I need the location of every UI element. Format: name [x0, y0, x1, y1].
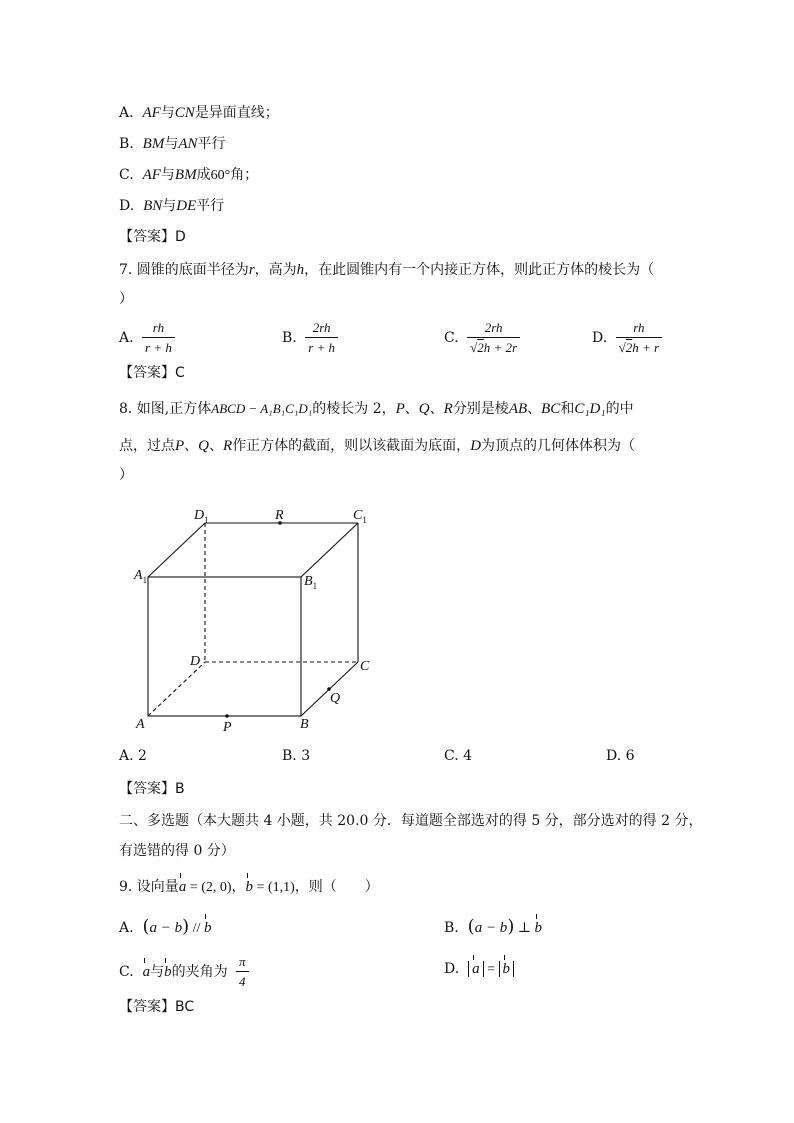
cube-edge-b1c1: [301, 523, 358, 577]
q8-option-b: B. 3: [282, 748, 311, 764]
cube-figure: [130, 505, 390, 735]
q8-option-a: A. 2: [119, 748, 147, 764]
q6-option-d: D. BN与DE平行: [119, 198, 225, 214]
q8-stem-line2: 点，过点P、Q、R作正方体的截面，则以该截面为底面，D为顶点的几何体体积为（: [119, 438, 636, 454]
section-title: 二、多选题（本大题共 4 小题，共 20.0 分．每道题全部选对的得 5 分，部分选对的得 2 分，: [119, 813, 703, 829]
q7-answer: 【答案】C: [119, 365, 185, 381]
label-b: B: [300, 717, 309, 732]
fraction: $\frac{rh}{r + h}$: [142, 319, 175, 357]
q7-stem: 7. 圆锥的底面半径为r，高为h，在此圆锥内有一个内接正方体，则此正方体的棱长为（: [119, 262, 655, 278]
label-r: R: [275, 508, 284, 523]
q6-option-a: A. AF与CN是异面直线；: [119, 105, 279, 121]
q9-answer: 【答案】BC: [119, 999, 195, 1015]
label-c1: $C_1$: [353, 508, 367, 525]
q7-option-a: A. $\frac{rh}{r + h}$: [119, 319, 175, 357]
q8-answer: 【答案】B: [119, 781, 185, 797]
q9-option-b: B. (a − b) ⊥ b: [444, 916, 543, 937]
label-a: A: [136, 717, 145, 732]
fraction: $\frac{\pi}{4}$: [236, 953, 249, 991]
cube-front-face: [148, 577, 301, 716]
midpoint-p: [225, 714, 229, 718]
label-c: C: [360, 659, 370, 674]
label-d: D: [190, 654, 201, 669]
label-a1: $A_1$: [134, 568, 148, 585]
fraction: $\frac{2rh}{√2h + 2r}$: [467, 319, 520, 357]
q6-option-c: C. AF与BM成60°角；: [119, 167, 259, 183]
section-title-cont: 有选错的得 0 分）: [119, 843, 235, 859]
fraction: $\frac{2rh}{r + h}$: [305, 319, 338, 357]
label-q: Q: [330, 691, 341, 706]
cube-hidden-edge-ad: [148, 662, 205, 716]
q7-option-b: B. $\frac{2rh}{r + h}$: [282, 319, 338, 357]
label-d1: $D_1$: [194, 508, 209, 525]
label-p: P: [223, 720, 232, 735]
q9-option-c: C. a与b的夹角为 $\frac{\pi}{4}$: [119, 953, 249, 991]
q8-stem-cont: ）: [119, 467, 133, 483]
fraction: $\frac{rh}{√2h + r}$: [616, 319, 662, 357]
q8-option-c: C. 4: [444, 748, 473, 764]
q6-option-b: B. BM与AN平行: [119, 136, 226, 152]
q8-option-d: D. 6: [606, 748, 635, 764]
q9-option-a: A. (a − b) // b: [119, 916, 212, 937]
q9-stem: 9. 设向量a = (2, 0)，b = (1,1)，则（ ）: [119, 879, 379, 895]
q7-stem-cont: ）: [119, 291, 133, 307]
q6-answer: 【答案】D: [119, 229, 186, 245]
q7-option-c: C. $\frac{2rh}{√2h + 2r}$: [444, 319, 520, 357]
cube-edge-a1d1: [148, 523, 205, 577]
q8-stem: 8. 如图,正方体ABCD − A₁B₁C₁D₁的棱长为 2，P、Q、R分别是棱AB、BC和C₁D₁的中: [119, 401, 634, 417]
label-b1: $B_1$: [304, 574, 318, 591]
q7-option-d: D. $\frac{rh}{√2h + r}$: [592, 319, 662, 357]
q9-option-d: D. a = b: [444, 960, 514, 979]
